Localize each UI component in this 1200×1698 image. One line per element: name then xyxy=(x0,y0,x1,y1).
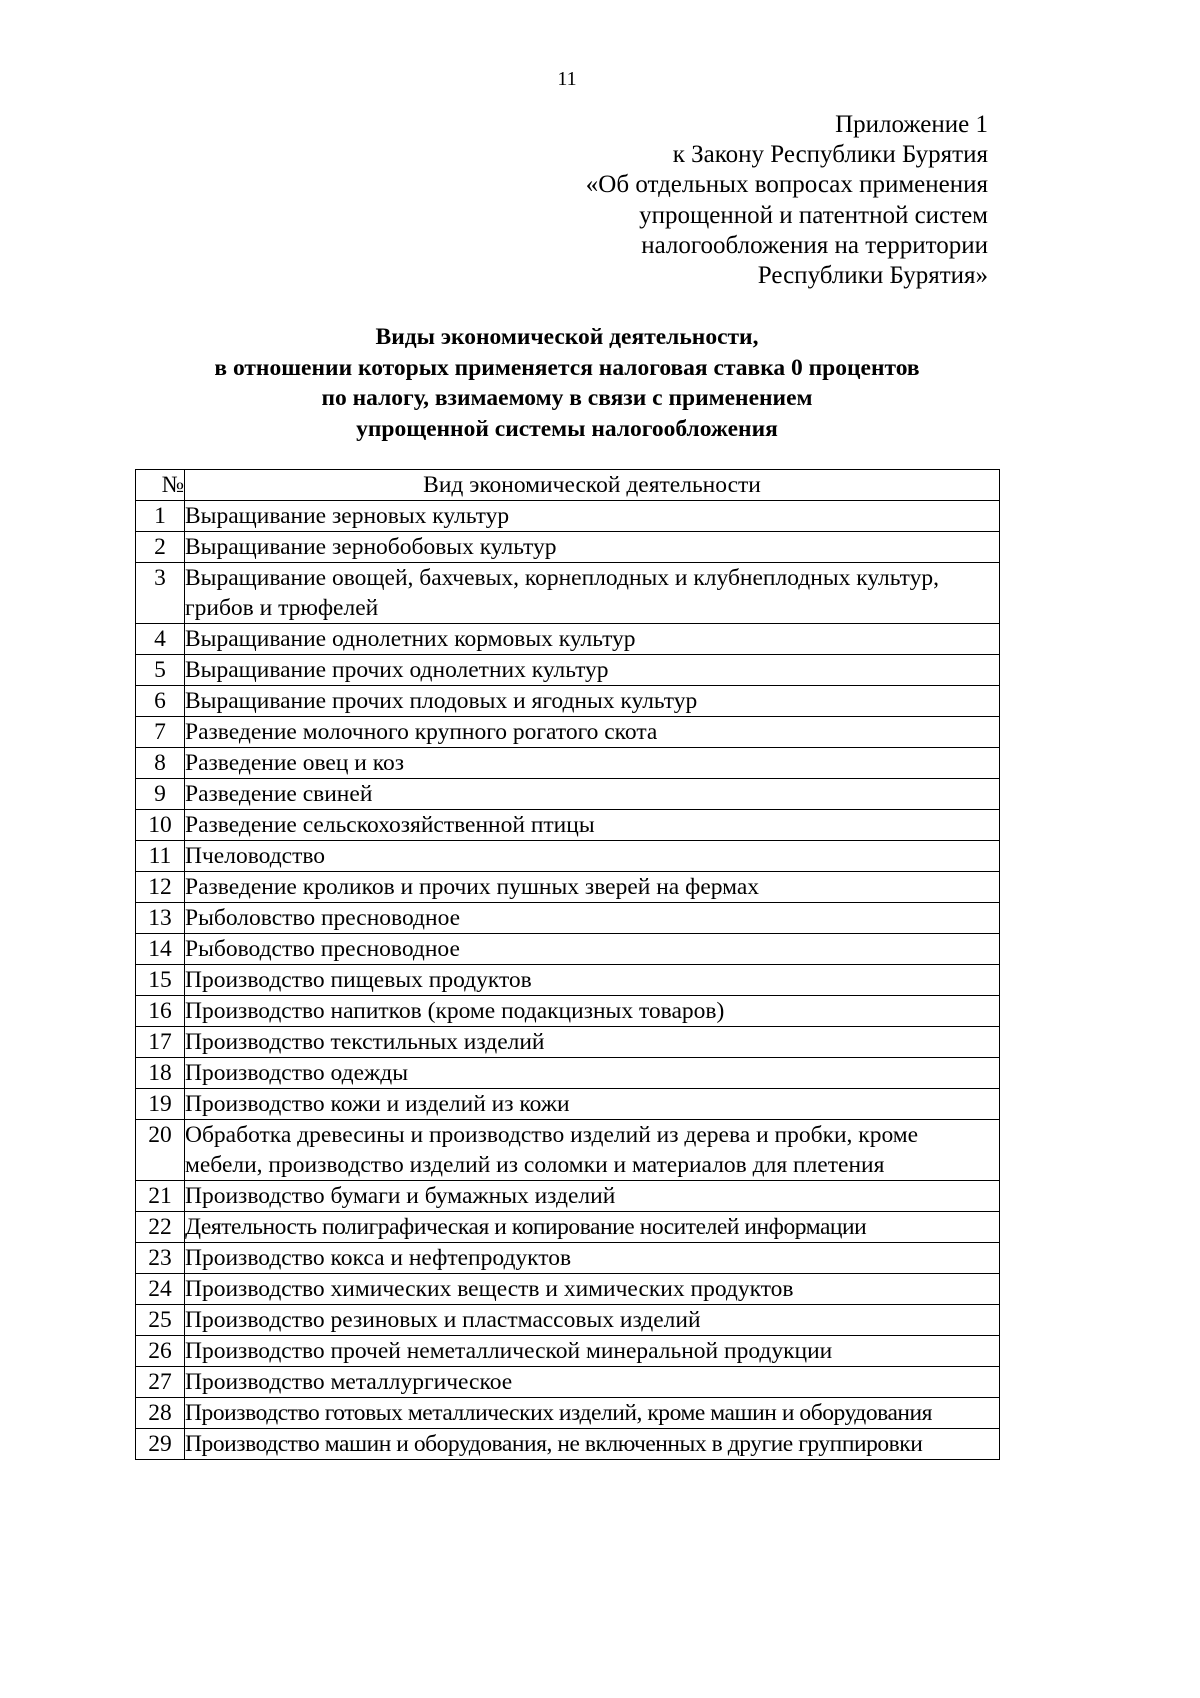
table-row xyxy=(136,563,1000,624)
row-activity: Деятельность полиграфическая и копирование носителей информации xyxy=(185,1212,1000,1243)
row-activity: Разведение овец и коз xyxy=(185,748,1000,779)
title-line: Виды экономической деятельности, xyxy=(375,324,759,350)
activities-table xyxy=(135,469,1000,1460)
row-number: 7 xyxy=(136,717,185,748)
table-row xyxy=(136,748,1000,779)
table-row xyxy=(136,841,1000,872)
row-number: 26 xyxy=(136,1336,185,1367)
table-row xyxy=(136,1181,1000,1212)
row-activity: Разведение молочного крупного рогатого скота xyxy=(185,717,1000,748)
row-number: 27 xyxy=(136,1367,185,1398)
row-activity: Производство готовых металлических изделий, кроме машин и оборудования xyxy=(185,1398,1000,1429)
table-row xyxy=(136,1243,1000,1274)
row-activity: Выращивание прочих однолетних культур xyxy=(185,655,1000,686)
row-number: 29 xyxy=(136,1429,185,1460)
row-activity: Производство кожи и изделий из кожи xyxy=(185,1089,1000,1120)
appendix-line: Приложение 1 xyxy=(835,111,988,138)
row-activity: Производство пищевых продуктов xyxy=(185,965,1000,996)
row-number: 18 xyxy=(136,1058,185,1089)
table-row xyxy=(136,1336,1000,1367)
row-number: 4 xyxy=(136,624,185,655)
row-activity: Выращивание однолетних кормовых культур xyxy=(185,624,1000,655)
row-activity: Выращивание зернобобовых культур xyxy=(185,532,1000,563)
row-activity: Разведение свиней xyxy=(185,779,1000,810)
appendix-line: Республики Бурятия» xyxy=(757,262,988,290)
row-number: 10 xyxy=(136,810,185,841)
row-number: 8 xyxy=(136,748,185,779)
row-activity: Производство резиновых и пластмассовых изделий xyxy=(185,1305,1000,1336)
table-row xyxy=(136,996,1000,1027)
table-body xyxy=(136,501,1000,1460)
row-number: 14 xyxy=(136,934,185,965)
row-number: 28 xyxy=(136,1398,185,1429)
table-row xyxy=(136,965,1000,996)
row-activity: Пчеловодство xyxy=(185,841,1000,872)
appendix-header xyxy=(586,110,988,291)
table-row xyxy=(136,903,1000,934)
row-activity: Производство кокса и нефтепродуктов xyxy=(185,1243,1000,1274)
row-number: 3 xyxy=(136,563,185,624)
appendix-line: к Закону Республики Бурятия xyxy=(672,141,988,169)
row-number: 9 xyxy=(136,779,185,810)
table-row xyxy=(136,1089,1000,1120)
table-row xyxy=(136,1212,1000,1243)
row-number: 24 xyxy=(136,1274,185,1305)
table-row xyxy=(136,934,1000,965)
row-number: 17 xyxy=(136,1027,185,1058)
table-row xyxy=(136,1305,1000,1336)
row-activity: Разведение сельскохозяйственной птицы xyxy=(185,810,1000,841)
table-row xyxy=(136,1429,1000,1460)
appendix-line: упрощенной и патентной систем xyxy=(639,201,988,229)
appendix-line: «Об отдельных вопросах применения xyxy=(585,171,988,199)
row-number: 19 xyxy=(136,1089,185,1120)
row-activity: Производство химических веществ и химических продуктов xyxy=(185,1274,1000,1305)
table-row xyxy=(136,532,1000,563)
header-number: № xyxy=(136,470,185,501)
row-number: 5 xyxy=(136,655,185,686)
title-line: в отношении которых применяется налоговая ставка 0 процентов xyxy=(214,354,920,381)
table-row xyxy=(136,810,1000,841)
appendix-line: налогообложения на территории xyxy=(641,231,988,259)
table-row xyxy=(136,686,1000,717)
title-line: упрощенной системы налогообложения xyxy=(356,415,778,442)
row-number: 11 xyxy=(136,841,185,872)
row-activity: Производство одежды xyxy=(185,1058,1000,1089)
row-activity: Выращивание зерновых культур xyxy=(185,501,1000,532)
row-number: 23 xyxy=(136,1243,185,1274)
table-row xyxy=(136,655,1000,686)
table-row xyxy=(136,1398,1000,1429)
table-row xyxy=(136,779,1000,810)
table-row xyxy=(136,1058,1000,1089)
table-row xyxy=(136,501,1000,532)
row-activity: Обработка древесины и производство изделий из дерева и пробки, кроме мебели, производство изделий из соломки и материалов для плетения xyxy=(185,1120,1000,1181)
row-activity: Производство напитков (кроме подакцизных товаров) xyxy=(185,996,1000,1027)
row-activity: Производство текстильных изделий xyxy=(185,1027,1000,1058)
row-activity: Производство машин и оборудования, не включенных в другие группировки xyxy=(185,1429,1000,1460)
row-number: 25 xyxy=(136,1305,185,1336)
row-number: 20 xyxy=(136,1120,185,1181)
table-row xyxy=(136,717,1000,748)
row-activity: Рыбоводство пресноводное xyxy=(185,934,1000,965)
row-activity: Производство бумаги и бумажных изделий xyxy=(185,1181,1000,1212)
page-number: 11 xyxy=(557,68,577,90)
title-line: по налогу, взимаемому в связи с применением xyxy=(321,385,813,411)
row-number: 13 xyxy=(136,903,185,934)
row-activity: Разведение кроликов и прочих пушных зверей на фермах xyxy=(185,872,1000,903)
row-activity: Производство металлургическое xyxy=(185,1367,1000,1398)
table-row xyxy=(136,1027,1000,1058)
row-activity: Выращивание прочих плодовых и ягодных культур xyxy=(185,686,1000,717)
row-number: 22 xyxy=(136,1212,185,1243)
row-number: 6 xyxy=(136,686,185,717)
table-row xyxy=(136,1367,1000,1398)
row-number: 12 xyxy=(136,872,185,903)
row-number: 16 xyxy=(136,996,185,1027)
row-number: 2 xyxy=(136,532,185,563)
row-activity: Выращивание овощей, бахчевых, корнеплодных и клубнеплодных культур, грибов и трюфелей xyxy=(185,563,1000,624)
row-number: 15 xyxy=(136,965,185,996)
row-activity: Производство прочей неметаллической минеральной продукции xyxy=(185,1336,1000,1367)
table-row xyxy=(136,1274,1000,1305)
row-number: 21 xyxy=(136,1181,185,1212)
row-activity: Рыболовство пресноводное xyxy=(185,903,1000,934)
table-header-row xyxy=(136,470,1000,501)
header-activity: Вид экономической деятельности xyxy=(185,470,1000,501)
table-row xyxy=(136,1120,1000,1181)
table-row xyxy=(136,872,1000,903)
row-number: 1 xyxy=(136,501,185,532)
table-row xyxy=(136,624,1000,655)
document-title xyxy=(0,322,1134,444)
